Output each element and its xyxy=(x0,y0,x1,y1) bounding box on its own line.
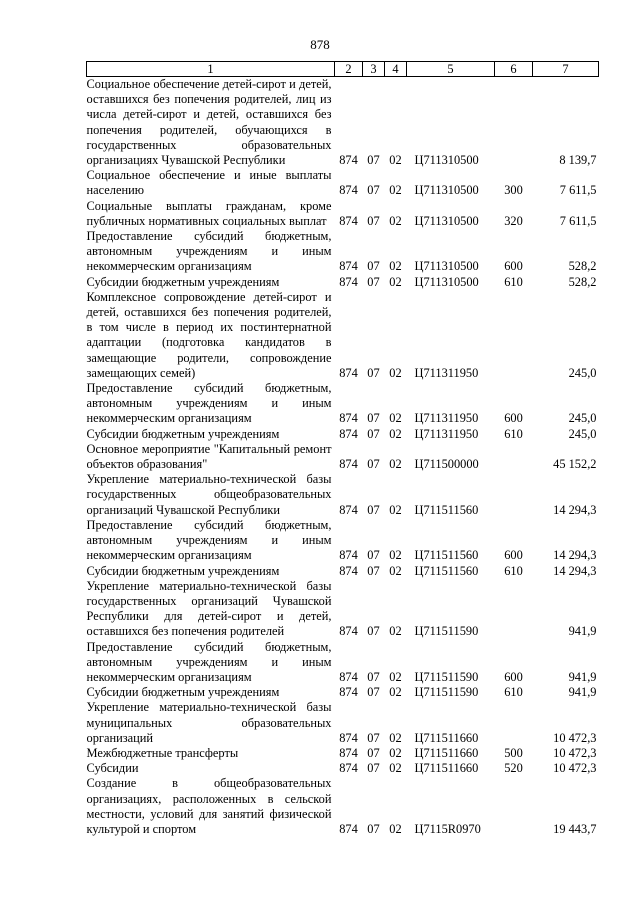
row-expense-type-code: 610 xyxy=(504,563,523,578)
row-section-code: 07 xyxy=(367,213,380,228)
row-section-code: 07 xyxy=(367,259,380,274)
table-row xyxy=(87,275,599,290)
row-name: Основное мероприятие "Капитальный ремонт объектов образования" xyxy=(86,441,332,472)
table-header xyxy=(87,62,599,77)
row-ministry-code: 874 xyxy=(339,745,358,760)
row-ministry-code: 874 xyxy=(339,563,358,578)
row-amount: 941,9 xyxy=(568,685,597,700)
row-amount: 245,0 xyxy=(568,411,597,426)
row-subsection-code: 02 xyxy=(389,502,402,517)
row-name: Укрепление материально-технической базы государственных общеобразовательных организаций Чувашской Республики xyxy=(86,472,332,517)
row-subsection-code: 02 xyxy=(389,685,402,700)
row-amount: 10 472,3 xyxy=(553,761,597,776)
row-expense-type-code: 320 xyxy=(504,213,523,228)
row-expense-type-code: 300 xyxy=(504,183,523,198)
row-expense-type-code: 500 xyxy=(504,745,523,760)
table-row xyxy=(87,640,599,686)
row-section-code: 07 xyxy=(367,730,380,745)
row-amount: 7 611,5 xyxy=(559,183,597,198)
row-amount: 528,2 xyxy=(568,274,597,289)
row-amount: 19 443,7 xyxy=(553,821,597,836)
table-row xyxy=(87,579,599,640)
row-section-code: 07 xyxy=(367,669,380,684)
row-name: Субсидии бюджетным учреждениям xyxy=(86,426,280,441)
row-ministry-code: 874 xyxy=(339,183,358,198)
table-row xyxy=(87,168,599,198)
row-amount: 8 139,7 xyxy=(559,153,597,168)
row-target-code: Ц711511560 xyxy=(414,502,479,517)
row-amount: 10 472,3 xyxy=(553,730,597,745)
table-row xyxy=(87,381,599,427)
row-name: Предоставление субсидий бюджетным, автономным учреждениям и иным некоммерческим организациям xyxy=(86,381,332,426)
table-row xyxy=(87,442,599,472)
row-target-code: Ц711310500 xyxy=(414,274,479,289)
row-name: Субсидии бюджетным учреждениям xyxy=(86,563,280,578)
header-row xyxy=(87,62,599,77)
row-target-code: Ц711311950 xyxy=(414,365,479,380)
budget-table xyxy=(86,61,599,837)
table-row xyxy=(87,290,599,381)
row-expense-type-code: 600 xyxy=(504,669,523,684)
row-section-code: 07 xyxy=(367,761,380,776)
row-target-code: Ц711310500 xyxy=(414,213,479,228)
row-target-code: Ц711511660 xyxy=(414,745,479,760)
row-target-code: Ц711511590 xyxy=(414,669,479,684)
row-section-code: 07 xyxy=(367,745,380,760)
row-subsection-code: 02 xyxy=(389,669,402,684)
table-row xyxy=(87,199,599,229)
row-section-code: 07 xyxy=(367,685,380,700)
table-row xyxy=(87,761,599,776)
row-ministry-code: 874 xyxy=(339,274,358,289)
row-expense-type-code xyxy=(495,77,533,169)
table-row xyxy=(87,472,599,518)
row-expense-type-code xyxy=(495,442,533,472)
row-name: Межбюджетные трансферты xyxy=(86,745,239,760)
row-ministry-code: 874 xyxy=(339,213,358,228)
row-name: Предоставление субсидий бюджетным, автономным учреждениям и иным некоммерческим организациям xyxy=(86,639,332,684)
header-cell-section: 3 xyxy=(363,62,385,77)
row-expense-type-code xyxy=(495,776,533,837)
row-subsection-code: 02 xyxy=(389,730,402,745)
row-ministry-code: 874 xyxy=(339,821,358,836)
row-name: Социальные выплаты гражданам, кроме публичных нормативных социальных выплат xyxy=(86,198,332,228)
row-ministry-code: 874 xyxy=(339,259,358,274)
row-amount: 45 152,2 xyxy=(553,457,597,472)
row-subsection-code: 02 xyxy=(389,213,402,228)
header-cell-amount: 7 xyxy=(533,62,599,77)
row-ministry-code: 874 xyxy=(339,548,358,563)
row-expense-type-code: 520 xyxy=(504,761,523,776)
row-target-code: Ц711511560 xyxy=(414,563,479,578)
row-expense-type-code: 600 xyxy=(504,259,523,274)
row-expense-type-code xyxy=(495,579,533,640)
row-subsection-code: 02 xyxy=(389,761,402,776)
row-ministry-code: 874 xyxy=(339,365,358,380)
header-cell-name: 1 xyxy=(87,62,335,77)
row-target-code: Ц711310500 xyxy=(414,153,479,168)
row-expense-type-code: 610 xyxy=(504,685,523,700)
table-row xyxy=(87,776,599,837)
row-target-code: Ц711511560 xyxy=(414,548,479,563)
row-ministry-code: 874 xyxy=(339,502,358,517)
table-row xyxy=(87,685,599,700)
row-expense-type-code: 610 xyxy=(504,426,523,441)
row-section-code: 07 xyxy=(367,563,380,578)
row-section-code: 07 xyxy=(367,821,380,836)
row-section-code: 07 xyxy=(367,502,380,517)
row-amount: 14 294,3 xyxy=(553,502,597,517)
row-target-code: Ц711511590 xyxy=(414,624,479,639)
row-section-code: 07 xyxy=(367,183,380,198)
row-ministry-code: 874 xyxy=(339,761,358,776)
table-row xyxy=(87,518,599,564)
row-ministry-code: 874 xyxy=(339,153,358,168)
row-section-code: 07 xyxy=(367,153,380,168)
row-name: Субсидии бюджетным учреждениям xyxy=(86,274,280,289)
table-row xyxy=(87,564,599,579)
row-subsection-code: 02 xyxy=(389,259,402,274)
row-section-code: 07 xyxy=(367,365,380,380)
row-target-code: Ц711311950 xyxy=(414,411,479,426)
header-cell-target: 5 xyxy=(407,62,495,77)
header-cell-subsection: 4 xyxy=(385,62,407,77)
table-row xyxy=(87,746,599,761)
row-subsection-code: 02 xyxy=(389,821,402,836)
table-row xyxy=(87,229,599,275)
table-body xyxy=(87,77,599,838)
row-amount: 245,0 xyxy=(568,365,597,380)
row-subsection-code: 02 xyxy=(389,365,402,380)
row-subsection-code: 02 xyxy=(389,457,402,472)
row-ministry-code: 874 xyxy=(339,685,358,700)
row-expense-type-code xyxy=(495,700,533,746)
row-subsection-code: 02 xyxy=(389,563,402,578)
row-ministry-code: 874 xyxy=(339,730,358,745)
row-target-code: Ц711310500 xyxy=(414,259,479,274)
row-name: Социальное обеспечение и иные выплаты населению xyxy=(86,168,332,198)
row-amount: 7 611,5 xyxy=(559,213,597,228)
row-target-code: Ц711311950 xyxy=(414,426,479,441)
row-amount: 528,2 xyxy=(568,259,597,274)
row-target-code: Ц711511660 xyxy=(414,761,479,776)
row-expense-type-code: 610 xyxy=(504,274,523,289)
row-name: Предоставление субсидий бюджетным, автономным учреждениям и иным некоммерческим организациям xyxy=(86,229,332,274)
page-number: 878 xyxy=(310,37,330,52)
row-ministry-code: 874 xyxy=(339,457,358,472)
row-section-code: 07 xyxy=(367,274,380,289)
row-name: Социальное обеспечение детей-сирот и детей, оставшихся без попечения родителей, лиц из числа детей-сирот и детей, оставшихся без попечения родителей, обучающихся в государственных образовательных организациях Чувашской Республики xyxy=(86,77,332,168)
row-ministry-code: 874 xyxy=(339,426,358,441)
row-amount: 14 294,3 xyxy=(553,563,597,578)
row-amount: 14 294,3 xyxy=(553,548,597,563)
row-amount: 941,9 xyxy=(568,669,597,684)
row-subsection-code: 02 xyxy=(389,183,402,198)
header-cell-ministry: 2 xyxy=(335,62,363,77)
row-target-code: Ц711310500 xyxy=(414,183,479,198)
row-expense-type-code: 600 xyxy=(504,411,523,426)
row-subsection-code: 02 xyxy=(389,426,402,441)
row-name: Комплексное сопровождение детей-сирот и детей, оставшихся без попечения родителей, в том числе в период их постинтернатной адаптации (подготовка кандидатов в замещающие родители, сопровождение замещающих семей) xyxy=(86,289,332,380)
table-row xyxy=(87,700,599,746)
row-name: Создание в общеобразовательных организациях, расположенных в сельской местности, условий для занятий физической культурой и спортом xyxy=(86,776,332,836)
row-name: Предоставление субсидий бюджетным, автономным учреждениям и иным некоммерческим организациям xyxy=(86,517,332,563)
row-target-code: Ц711500000 xyxy=(414,457,479,472)
row-expense-type-code: 600 xyxy=(504,548,523,563)
table-row xyxy=(87,77,599,169)
row-name: Субсидии xyxy=(86,761,139,776)
row-amount: 941,9 xyxy=(568,624,597,639)
row-expense-type-code xyxy=(495,472,533,518)
row-section-code: 07 xyxy=(367,457,380,472)
row-subsection-code: 02 xyxy=(389,548,402,563)
row-amount: 10 472,3 xyxy=(553,745,597,760)
row-target-code: Ц711511660 xyxy=(414,730,479,745)
row-ministry-code: 874 xyxy=(339,411,358,426)
row-subsection-code: 02 xyxy=(389,274,402,289)
row-target-code: Ц7115R0970 xyxy=(414,821,481,836)
row-expense-type-code xyxy=(495,290,533,381)
row-section-code: 07 xyxy=(367,426,380,441)
row-ministry-code: 874 xyxy=(339,624,358,639)
row-section-code: 07 xyxy=(367,411,380,426)
row-section-code: 07 xyxy=(367,548,380,563)
row-subsection-code: 02 xyxy=(389,411,402,426)
row-subsection-code: 02 xyxy=(389,624,402,639)
header-cell-expense-type: 6 xyxy=(495,62,533,77)
row-ministry-code: 874 xyxy=(339,669,358,684)
row-name: Укрепление материально-технической базы муниципальных образовательных организаций xyxy=(86,700,332,745)
table-row xyxy=(87,427,599,442)
row-amount: 245,0 xyxy=(568,426,597,441)
row-name: Субсидии бюджетным учреждениям xyxy=(86,685,280,700)
row-section-code: 07 xyxy=(367,624,380,639)
row-name: Укрепление материально-технической базы государственных организаций Чувашской Республики для детей-сирот и детей, оставшихся без попечения родителей xyxy=(86,578,332,639)
row-subsection-code: 02 xyxy=(389,153,402,168)
row-subsection-code: 02 xyxy=(389,745,402,760)
row-target-code: Ц711511590 xyxy=(414,685,479,700)
